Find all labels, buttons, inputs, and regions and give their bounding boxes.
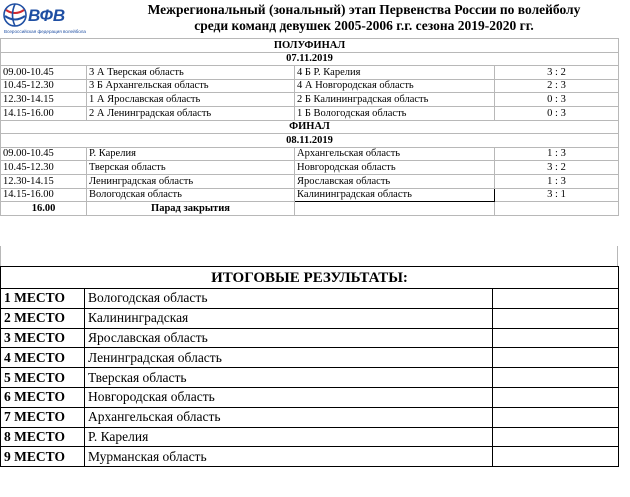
result-team: Вологодская область (85, 289, 493, 309)
match-score: 1 : 3 (495, 147, 619, 161)
final-date-row (1, 134, 619, 148)
match-team2: Ярославская область (295, 174, 495, 188)
closing-row (1, 202, 619, 216)
empty-cell (493, 348, 619, 368)
match-team1: Тверская область (87, 161, 295, 175)
result-team: Р. Карелия (85, 427, 493, 447)
results-table (0, 266, 619, 467)
title-line-1: Межрегиональный (зональный) этап Первенства России по волейболу (147, 2, 581, 17)
closing-label: Парад закрытия (87, 202, 295, 216)
match-row (1, 174, 619, 188)
results-title: ИТОГОВЫЕ РЕЗУЛЬТАТЫ: (1, 267, 619, 289)
match-team2: 1 Б Вологодская область (295, 106, 495, 120)
final-title-row (1, 120, 619, 134)
result-place: 9 МЕСТО (1, 447, 85, 467)
match-row (1, 66, 619, 80)
match-team1: 3 А Тверская область (87, 66, 295, 80)
result-place: 2 МЕСТО (1, 308, 85, 328)
logo-text: ВФВ (28, 6, 66, 25)
empty-cell (493, 407, 619, 427)
empty-cell (493, 328, 619, 348)
match-score: 3 : 2 (495, 161, 619, 175)
match-row (1, 161, 619, 175)
match-score: 3 : 1 (495, 188, 619, 202)
match-team1: 2 А Ленинградская область (87, 106, 295, 120)
empty-cell (493, 447, 619, 467)
match-time: 14.15-16.00 (1, 106, 87, 120)
match-time: 12.30-14.15 (1, 174, 87, 188)
match-team2: Новгородская область (295, 161, 495, 175)
schedule-table (0, 38, 619, 216)
result-row (1, 407, 619, 427)
match-team1: Р. Карелия (87, 147, 295, 161)
result-row (1, 308, 619, 328)
match-time: 12.30-14.15 (1, 93, 87, 107)
result-team: Мурманская область (85, 447, 493, 467)
match-row (1, 106, 619, 120)
match-team1: 1 А Ярославская область (87, 93, 295, 107)
match-row (1, 188, 619, 202)
logo-caption: Всероссийская федерация волейбола (4, 29, 86, 34)
match-team2: 2 Б Калининградская область (295, 93, 495, 107)
match-row (1, 79, 619, 93)
result-team: Ярославская область (85, 328, 493, 348)
match-score: 2 : 3 (495, 79, 619, 93)
result-row (1, 368, 619, 388)
match-score: 1 : 3 (495, 174, 619, 188)
empty-cell (493, 427, 619, 447)
empty-cell (493, 308, 619, 328)
result-row (1, 328, 619, 348)
match-team2-selected-cell[interactable]: Калининградская область (295, 188, 495, 202)
match-team1: 3 Б Архангельская область (87, 79, 295, 93)
result-place: 3 МЕСТО (1, 328, 85, 348)
match-team1: Вологодская область (87, 188, 295, 202)
closing-time: 16.00 (1, 202, 87, 216)
result-place: 4 МЕСТО (1, 348, 85, 368)
empty-cell (495, 202, 619, 216)
result-place: 8 МЕСТО (1, 427, 85, 447)
match-time: 09.00-10.45 (1, 147, 87, 161)
result-team: Тверская область (85, 368, 493, 388)
result-row (1, 387, 619, 407)
volleyball-icon (4, 4, 26, 26)
semifinal-title-row (1, 39, 619, 53)
match-time: 10.45-12.30 (1, 161, 87, 175)
match-team1: Ленинградская область (87, 174, 295, 188)
result-place: 7 МЕСТО (1, 407, 85, 427)
title-line-2: среди команд девушек 2005-2006 г.г. сезона 2019-2020 гг. (194, 18, 534, 33)
semifinal-date: 07.11.2019 (1, 52, 619, 66)
result-team: Калининградская (85, 308, 493, 328)
result-team: Новгородская область (85, 387, 493, 407)
match-row (1, 147, 619, 161)
match-score: 0 : 3 (495, 93, 619, 107)
result-row (1, 348, 619, 368)
result-team: Архангельская область (85, 407, 493, 427)
final-date: 08.11.2019 (1, 134, 619, 148)
results-title-row (1, 267, 619, 289)
match-row (1, 93, 619, 107)
empty-cell (493, 368, 619, 388)
empty-cell (493, 387, 619, 407)
semifinal-date-row (1, 52, 619, 66)
result-place: 6 МЕСТО (1, 387, 85, 407)
document-header (0, 0, 630, 38)
match-team2: 4 Б Р. Карелия (295, 66, 495, 80)
match-team2: Архангельская область (295, 147, 495, 161)
match-score: 0 : 3 (495, 106, 619, 120)
result-place: 1 МЕСТО (1, 289, 85, 309)
result-row (1, 427, 619, 447)
match-score: 3 : 2 (495, 66, 619, 80)
result-row (1, 289, 619, 309)
result-team: Ленинградская область (85, 348, 493, 368)
semifinal-title: ПОЛУФИНАЛ (1, 39, 619, 53)
match-team2: 4 А Новгородская область (295, 79, 495, 93)
match-time: 10.45-12.30 (1, 79, 87, 93)
empty-cell (493, 289, 619, 309)
result-row (1, 447, 619, 467)
final-title: ФИНАЛ (1, 120, 619, 134)
spacer-row (0, 246, 618, 266)
result-place: 5 МЕСТО (1, 368, 85, 388)
vfv-logo (2, 2, 94, 36)
match-time: 14.15-16.00 (1, 188, 87, 202)
match-time: 09.00-10.45 (1, 66, 87, 80)
empty-cell (295, 202, 495, 216)
page-title (98, 2, 630, 34)
